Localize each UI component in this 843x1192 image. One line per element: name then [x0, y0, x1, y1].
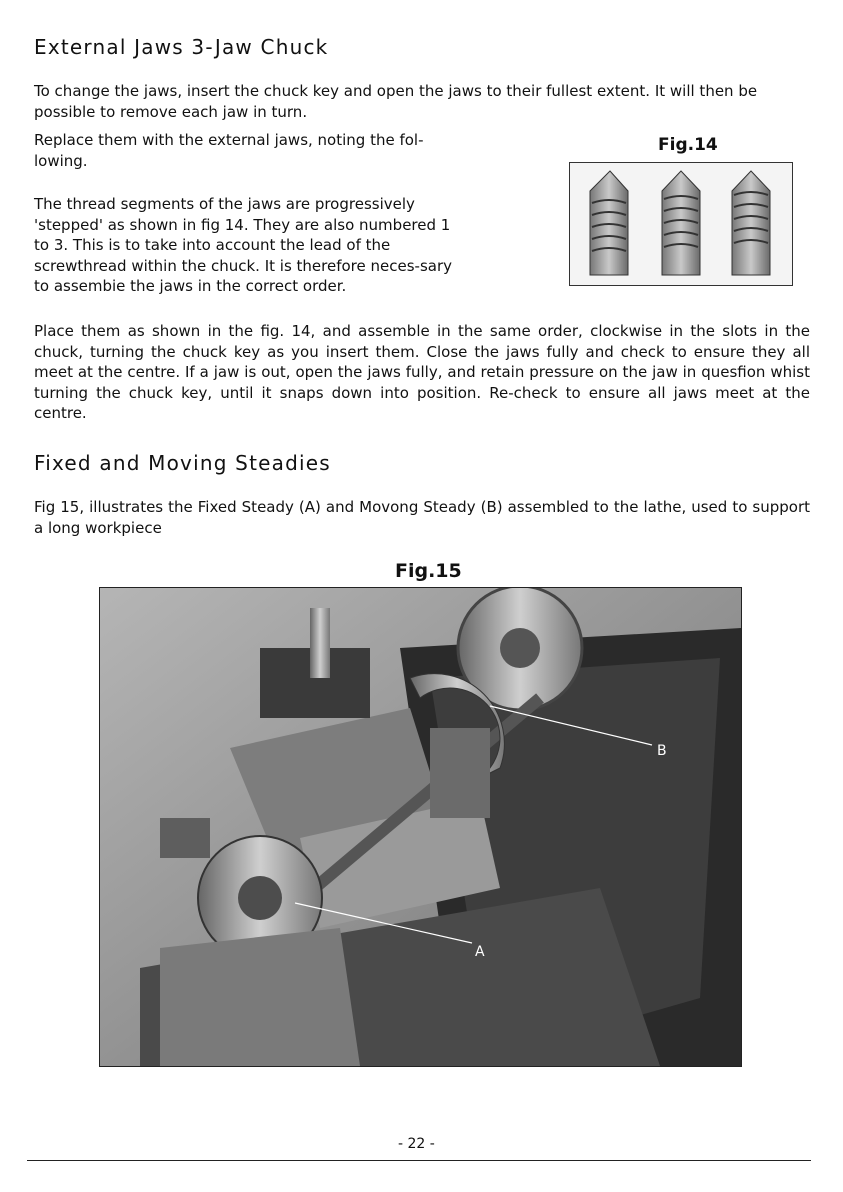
- jaw-1: [590, 171, 628, 275]
- footer-rule: [27, 1160, 811, 1161]
- section-heading-steadies: Fixed and Moving Steadies: [34, 451, 331, 475]
- jaw-2: [662, 171, 700, 275]
- section-heading-external-jaws: External Jaws 3-Jaw Chuck: [34, 35, 329, 59]
- paragraph-replace-jaws: Replace them with the external jaws, noting the fol-lowing.: [34, 131, 424, 170]
- label-b: B: [657, 743, 667, 759]
- paragraph-change-jaws: To change the jaws, insert the chuck key and open the jaws to their fullest extent. It will then be possible to remove each jaw in turn.: [34, 82, 758, 121]
- figure-15-lathe-photo: [99, 587, 742, 1067]
- paragraph-thread-segments: The thread segments of the jaws are progressively 'stepped' as shown in fig 14. They are also numbered 1 to 3. This is to take into account the lead of the screwthread within the chuck. It is therefore neces-sary to assembie the jaws in the correct order.: [34, 195, 453, 295]
- page-number: - 22 -: [398, 1136, 435, 1152]
- jaw-3: [732, 171, 770, 275]
- figure-15-caption: Fig.15: [395, 560, 462, 582]
- figure-14-caption: Fig.14: [658, 135, 718, 155]
- paragraph-place-jaws: Place them as shown in the fig. 14, and assemble in the same order, clockwise in the slots in the chuck, turning the chuck key as you insert them. Close the jaws fully and check to ensure they all meet at the centre. If a jaw is out, open the jaws fully, and retain pressure on the jaw in quesfion whist turning the chuck key, until it snaps down into position. Re-check to ensure all jaws meet at the centre.: [34, 322, 810, 422]
- figure-14-jaws-photo: [569, 162, 793, 286]
- paragraph-steadies: Fig 15, illustrates the Fixed Steady (A) and Movong Steady (B) assembled to the lathe, used to support a long workpiece: [34, 498, 810, 537]
- label-a: A: [475, 944, 485, 960]
